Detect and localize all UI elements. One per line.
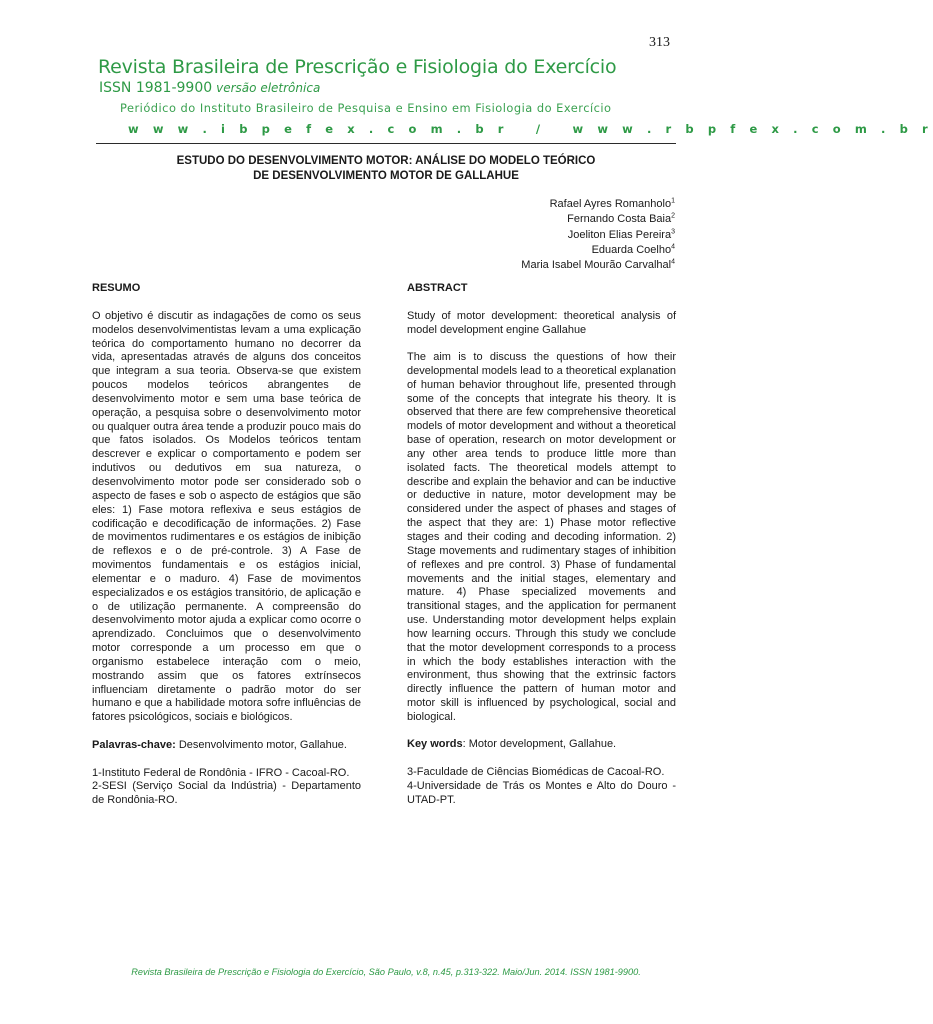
author: Joeliton Elias Pereira$^3$ bbox=[567, 227, 675, 241]
institute-line: Periódico do Instituto Brasileiro de Pesquisa e Ensino em Fisiologia do Exercício bbox=[120, 101, 612, 115]
author: Fernando Costa Baia$^2$ bbox=[567, 212, 675, 226]
header-divider bbox=[96, 143, 676, 144]
article-title-line-1: ESTUDO DO DESENVOLVIMENTO MOTOR: ANÁLISE DO MODELO TEÓRICO bbox=[176, 155, 596, 167]
version-label: versão eletrônica bbox=[216, 81, 321, 95]
resumo-keywords: Palavras-chave: Desenvolvimento motor, Gallahue. bbox=[92, 738, 347, 751]
author-list bbox=[521, 197, 675, 273]
keywords-label: Palavras-chave: bbox=[92, 738, 176, 751]
resumo-column bbox=[92, 282, 361, 808]
keywords-label: Key words bbox=[407, 738, 463, 751]
author: Maria Isabel Mourão Carvalhal$^4$ bbox=[521, 258, 675, 272]
journal-title: Revista Brasileira de Prescrição e Fisiologia do Exercício bbox=[98, 56, 617, 78]
journal-urls: w w w . i b p e f e x . c o m . b r / w w w . r b p f e x . c o m . b r bbox=[128, 122, 933, 136]
author: Eduarda Coelho$^4$ bbox=[591, 243, 675, 256]
affiliation: 4-Universidade de Trás os Montes e Alto do Douro - UTAD-PT. bbox=[407, 780, 676, 806]
abstract-title-en: Study of motor development: theoretical analysis of model development engine Gallahue bbox=[407, 309, 676, 336]
issn: ISSN 1981-9900 bbox=[99, 80, 213, 96]
article-title bbox=[96, 154, 676, 184]
article-title-line-2: DE DESENVOLVIMENTO MOTOR DE GALLAHUE bbox=[253, 170, 519, 182]
abstract-column bbox=[407, 282, 676, 808]
abstract-heading: ABSTRACT bbox=[407, 282, 468, 294]
issn-line bbox=[99, 80, 320, 96]
author: Rafael Ayres Romanholo$^1$ bbox=[549, 197, 675, 210]
abstract-keywords: Key words: Motor development, Gallahue. bbox=[407, 738, 617, 751]
resumo-body: O objetivo é discutir as indagações de como os seus modelos desenvolvimentistas levam a uma explicação teórica do comportamento humano no decorrer da vida, apresentadas através de alguns dos conceitos que integram a sua teoria. Observa-se que existem poucos modelos teóricos abrangentes de desenvolvimento motor e sem uma base teórica de operação, a pesquisa sobre o desenvolvimento motor ou qualquer outra área tende a produzir pouco mais do que fatos isolados. Os Modelos teóricos tentam descrever e explicar o comportamento e podem ser indutivos ou dedutivos em sua natureza, o desenvolvimento motor pode ser considerado sob o aspecto de fases e sob o aspecto de estágios que são eles: 1) Fase motora reflexiva e seus estágios de codificação e decodificação de informações. 2) Fase de movimentos rudimentares e os estágios de inibição de reflexos e o de pré-controle. 3) A Fase de movimentos fundamentais e os estágios inicial, elementar e o maduro. 4) Fase de movimentos especializados e os estágios transitório, de aplicação e o de utilização permanente. A compreensão do desenvolvimento motor ajuda a explicar como ocorre o aprendizado. Concluimos que o desenvolvimento motor corresponde a um processo em que o organismo estabelece interação com o meio, mostrando assim que os fatores extrínsecos influenciam diretamente o padrão motor do ser humano e que a habilidade motora sofre influências de fatores psicológicos, sociais e biológicos. bbox=[92, 309, 361, 724]
resumo-heading: RESUMO bbox=[92, 282, 141, 294]
page-number: 313 bbox=[649, 35, 670, 50]
affiliation: 3-Faculdade de Ciências Biomédicas de Cacoal-RO. bbox=[407, 766, 665, 779]
affiliation: 1-Instituto Federal de Rondônia - IFRO - Cacoal-RO. bbox=[92, 766, 350, 779]
page-footer: Revista Brasileira de Prescrição e Fisiologia do Exercício, São Paulo, v.8, n.45, p.313-322. Maio/Jun. 2014. ISSN 1981-9900. bbox=[131, 967, 641, 977]
abstract-body: The aim is to discuss the questions of how their developmental models lead to a theoretical explanation of human behavior throughout life, presented through some of the concepts that integrate his theory. It is observed that there are few comprehensive theoretical models of motor development and without a theoretical base of operation, research on motor development or any other area tends to produce little more than isolated facts. The theoretical models attempt to describe and explain the behavior and can be inductive or deductive in nature, motor development may be considered under the aspect of phases and stages of the aspect that they are: 1) Phase motor reflective stages and their coding and decoding information. 2) Stage movements and rudimentary stages of inhibition of reflexes and pre control. 3) Phase of fundamental movements and the initial stages, elementary and mature. 4) Phase specialized movements and transitional stages, and the application for permanent use. Understanding motor development helps explain how learning occurs. Through this study we conclude that the motor development corresponds to a process in which the body establishes interaction with the environment, thus showing that the extrinsic factors directly influence the pattern of human motor and motor skill is influenced by psychological, social and biological. bbox=[407, 351, 676, 723]
affiliation: 2-SESI (Serviço Social da Indústria) - Departamento de Rondônia-RO. bbox=[92, 780, 361, 807]
